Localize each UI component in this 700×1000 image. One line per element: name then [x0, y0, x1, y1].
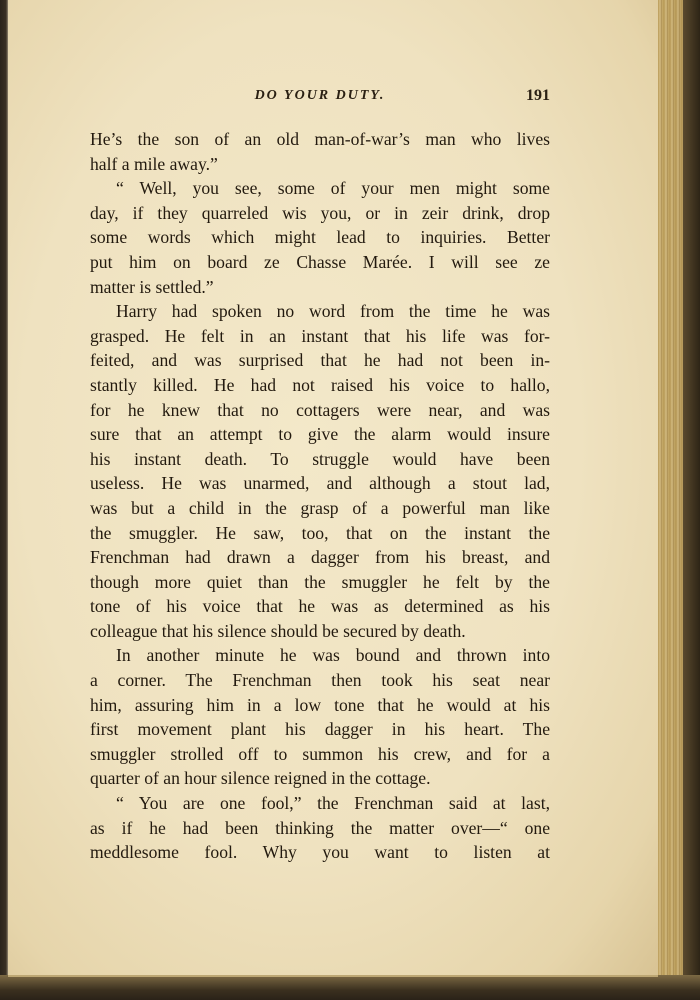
text-line: He’s the son of an old man-of-war’s man who lives [90, 129, 550, 149]
text-line: for he knew that no cottagers were near, and was [90, 399, 550, 420]
text-line: was but a child in the grasp of a powerful man like [90, 497, 550, 518]
book-binding [683, 0, 700, 1000]
text-line: “ Well, you see, some of your men might some [116, 178, 550, 199]
text-line: quarter of an hour silence reigned in the cottage. [90, 768, 431, 789]
text-line: Harry had spoken no word from the time he was [116, 301, 550, 322]
page-bottom-shadow [0, 975, 700, 1000]
text-line: a corner. The Frenchman then took his seat near [90, 670, 550, 691]
body-text [90, 127, 550, 865]
page-header [90, 88, 550, 114]
text-line: first movement plant his dagger in his heart. The [90, 719, 550, 740]
text-line: Frenchman had drawn a dagger from his breast, and [90, 547, 550, 568]
text-line: put him on board ze Chasse Marée. I will see ze [90, 251, 550, 272]
text-line: some words which might lead to inquiries. Better [90, 227, 550, 248]
text-line: him, assuring him in a low tone that he would at his [90, 694, 550, 715]
text-line: “ You are one fool,” the Frenchman said at last, [116, 793, 550, 814]
text-line: sure that an attempt to give the alarm would insure [90, 424, 550, 445]
text-line: useless. He was unarmed, and although a stout lad, [90, 473, 550, 494]
text-line: as if he had been thinking the matter over—“ one [90, 817, 550, 838]
text-line: half a mile away.” [90, 153, 218, 174]
running-head: DO YOUR DUTY. [254, 88, 386, 103]
text-line: colleague that his silence should be secured by death. [90, 620, 466, 641]
text-line: meddlesome fool. Why you want to listen at [90, 842, 550, 863]
page-number: 191 [526, 87, 550, 104]
text-line: stantly killed. He had not raised his voice to hallo, [90, 374, 550, 395]
text-line: matter is settled.” [90, 276, 214, 297]
text-line: the smuggler. He saw, too, that on the instant the [90, 522, 550, 543]
text-line: tone of his voice that he was as determined as his [90, 596, 550, 617]
text-line: though more quiet than the smuggler he felt by the [90, 571, 550, 592]
text-line: In another minute he was bound and thrown into [116, 645, 550, 666]
text-line: his instant death. To struggle would have been [90, 448, 550, 469]
text-line: day, if they quarreled wis you, or in zeir drink, drop [90, 202, 550, 223]
text-line: grasped. He felt in an instant that his life was for- [90, 325, 550, 346]
text-line: feited, and was surprised that he had not been in- [90, 350, 550, 371]
text-line: smuggler strolled off to summon his crew, and for a [90, 743, 550, 764]
